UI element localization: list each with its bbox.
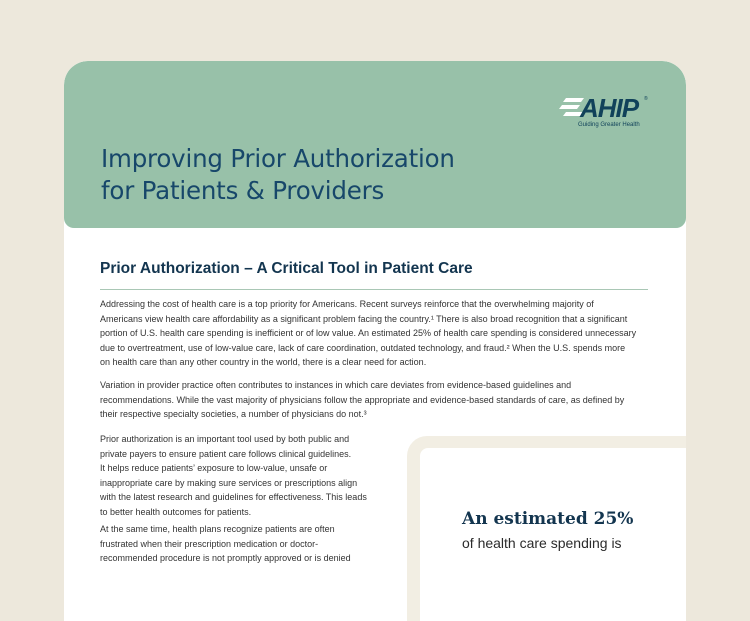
paragraph-line: recommended procedure is not promptly approved or is denied <box>100 553 351 564</box>
section-divider <box>100 289 648 290</box>
callout-subtext: of health care spending is <box>462 535 622 551</box>
section-heading: Prior Authorization – A Critical Tool in Patient Care <box>100 260 473 277</box>
paragraph-line: Americans view health care affordability as a significant problem facing the country.¹ There is also broad recognition that a significant <box>100 313 628 324</box>
document-title <box>101 143 455 207</box>
paragraph <box>100 522 351 566</box>
paragraph-line: frustrated when their prescription medication or doctor- <box>100 538 319 549</box>
registered-mark: ® <box>644 96 648 102</box>
paragraph <box>100 378 624 422</box>
logo-tagline: Guiding Greater Health <box>578 122 640 128</box>
paragraph-line: on health care than any other country in the world, there is a clear need for action. <box>100 357 427 368</box>
document-page <box>64 61 686 621</box>
paragraph-line: their respective specialty societies, a number of physicians do not.³ <box>100 409 367 420</box>
paragraph-line: due to overtreatment, use of low-value care, lack of care coordination, outdated technology, and fraud.² When the U.S. spends more <box>100 342 626 353</box>
paragraph-line: Addressing the cost of health care is a top priority for Americans. Recent surveys reinforce that the overwhelming majority of <box>100 299 594 309</box>
paragraph-line: Prior authorization is an important tool used by both public and <box>100 434 350 444</box>
ahip-logo <box>558 94 658 134</box>
paragraph-line: inappropriate care by making sure services or prescriptions align <box>100 477 358 488</box>
paragraph-line: with the latest research and guidelines for effectiveness. This leads <box>100 492 367 503</box>
paragraph <box>100 432 367 520</box>
paragraph-line: It helps reduce patients’ exposure to low-value, unsafe or <box>100 463 328 474</box>
header-banner <box>64 61 686 228</box>
paragraph <box>100 297 636 370</box>
paragraph-line: portion of U.S. health care spending is inefficient or of low value. An estimated 25% of health care spending is considered unnecessary <box>100 328 637 339</box>
logo-wordmark: AHIP <box>580 93 639 123</box>
paragraph-line: At the same time, health plans recognize patients are often <box>100 524 335 534</box>
paragraph-line: private payers to ensure patient care follows clinical guidelines. <box>100 448 352 459</box>
paragraph-line: recommendations. While the vast majority of physicians follow the appropriate and evidence-based standards of care, as defined by <box>100 394 625 405</box>
title-line: Improving Prior Authorization <box>101 144 455 173</box>
callout-headline: An estimated 25% <box>462 509 634 529</box>
paragraph-line: to better health outcomes for patients. <box>100 506 252 517</box>
paragraph-line: Variation in provider practice often contributes to instances in which care deviates from evidence-based guidelines and <box>100 380 572 390</box>
title-line: for Patients & Providers <box>101 176 385 205</box>
